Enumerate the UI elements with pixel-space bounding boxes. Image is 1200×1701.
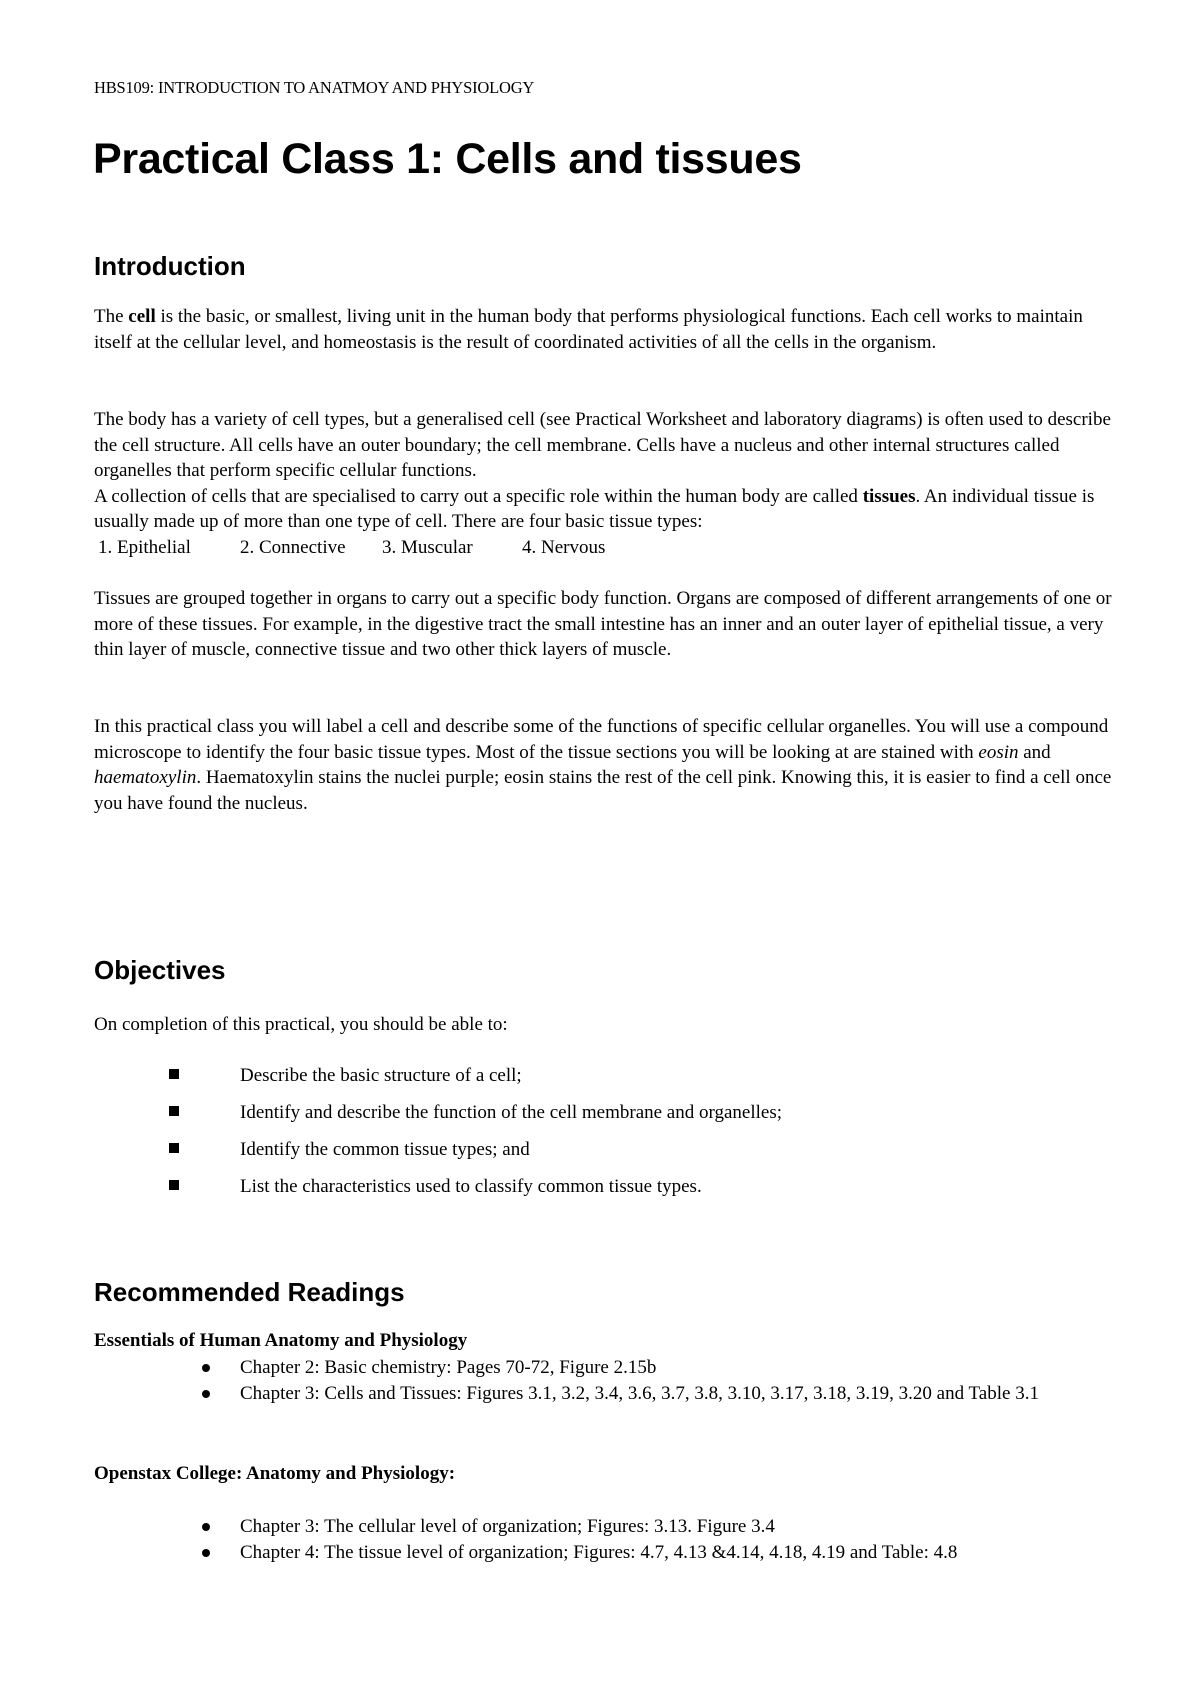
text: Tissues are grouped together in organs to carry out a specific body function. Organs are composed of different arrangements of one or more of these tissues. For example, in the digestive tract the small intestine has an inner and an outer layer of epithelial tissue, a very thin layer of muscle, connective tissue and two other thick layers of muscle. [94, 588, 1112, 661]
intro-paragraph-2 [94, 407, 1114, 561]
square-bullet-icon [169, 1180, 179, 1190]
book-2-chapters [94, 1514, 1114, 1565]
chapter-text: Chapter 4: The tissue level of organization; Figures: 4.7, 4.13 &4.14, 4.18, 4.19 and Table: 4.8 [240, 1541, 958, 1563]
text: A collection of cells that are specialised to carry out a specific role within the human body are called [94, 485, 863, 507]
introduction-heading: Introduction [94, 251, 246, 281]
intro-paragraph-3 [94, 586, 1114, 663]
tissue-type: 4. Nervous [522, 536, 606, 558]
chapter-text: Chapter 3: Cells and Tissues: Figures 3.1, 3.2, 3.4, 3.6, 3.7, 3.8, 3.10, 3.17, 3.18, 3.19, 3.20 and Table 3.1 [240, 1382, 1039, 1404]
bullet-dot-icon [202, 1523, 210, 1531]
tissue-types-list [94, 535, 1114, 561]
text: In this practical class you will label a cell and describe some of the functions of specific cellular organelles. You will use a compound microscope to identify the four basic tissue types. Most of the tissue sections you will be looking at are stained with [94, 716, 1109, 763]
list-item [94, 1137, 1114, 1174]
bullet-dot-icon [202, 1549, 210, 1557]
text: and [1018, 741, 1051, 763]
text: The [94, 306, 129, 327]
book-1-chapters [94, 1355, 1114, 1406]
intro-paragraph-1 [94, 304, 1114, 355]
objective-text: Identify and describe the function of the cell membrane and organelles; [240, 1102, 783, 1123]
objectives-lead: On completion of this practical, you should be able to: [94, 1014, 508, 1035]
square-bullet-icon [169, 1069, 179, 1079]
intro-paragraph-4 [94, 714, 1114, 816]
book-title-1: Essentials of Human Anatomy and Physiology [94, 1330, 468, 1351]
list-item [94, 1381, 1114, 1407]
text: is the basic, or smallest, living unit in the human body that performs physiological functions. Each cell works to maintain itself at the cellular level, and homeostasis is the result of coordinated activities of all the cells in the organism. [94, 306, 1083, 353]
book-title-2: Openstax College: Anatomy and Physiology: [94, 1463, 456, 1484]
list-item [94, 1540, 1114, 1566]
objective-text: Describe the basic structure of a cell; [240, 1065, 522, 1086]
objective-text: List the characteristics used to classify common tissue types. [240, 1176, 702, 1197]
tissue-type: 1. Epithelial [98, 536, 191, 558]
square-bullet-icon [169, 1143, 179, 1153]
tissue-type: 2. Connective [240, 536, 346, 558]
square-bullet-icon [169, 1106, 179, 1116]
bold-term-tissues: tissues [862, 485, 916, 507]
recommended-readings-heading: Recommended Readings [94, 1277, 405, 1307]
bold-term-cell: cell [128, 306, 156, 327]
objectives-list [94, 1063, 1114, 1211]
text: The body has a variety of cell types, but a generalised cell (see Practical Worksheet and laboratory diagrams) is often used to describe the cell structure. All cells have an outer boundary; the cell membrane. Cells have a nucleus and other internal structures called organelles that perform specific cellular functions. [94, 409, 1111, 482]
italic-eosin: eosin [978, 741, 1019, 763]
tissue-type: 3. Muscular [382, 536, 473, 558]
course-header: HBS109: INTRODUCTION TO ANATMOY AND PHYSIOLOGY [94, 78, 535, 97]
text: . Haematoxylin stains the nuclei purple; eosin stains the rest of the cell pink. Knowing this, it is easier to find a cell once you have found the nucleus. [94, 767, 1112, 814]
page-title: Practical Class 1: Cells and tissues [93, 135, 802, 183]
objective-text: Identify the common tissue types; and [240, 1139, 530, 1160]
chapter-text: Chapter 2: Basic chemistry: Pages 70-72, Figure 2.15b [240, 1357, 657, 1378]
italic-haematoxylin: haematoxylin [94, 767, 197, 789]
objectives-heading: Objectives [94, 955, 226, 985]
list-item [94, 1063, 1114, 1100]
list-item [94, 1100, 1114, 1137]
text: . An individual tissue is usually made up of more than one type of cell. There are four basic tissue types: [94, 485, 1095, 533]
bullet-dot-icon [202, 1390, 210, 1398]
list-item [94, 1514, 1114, 1540]
list-item [94, 1174, 1114, 1211]
bullet-dot-icon [202, 1364, 210, 1372]
chapter-text: Chapter 3: The cellular level of organization; Figures: 3.13. Figure 3.4 [240, 1516, 775, 1537]
list-item [94, 1355, 1114, 1381]
